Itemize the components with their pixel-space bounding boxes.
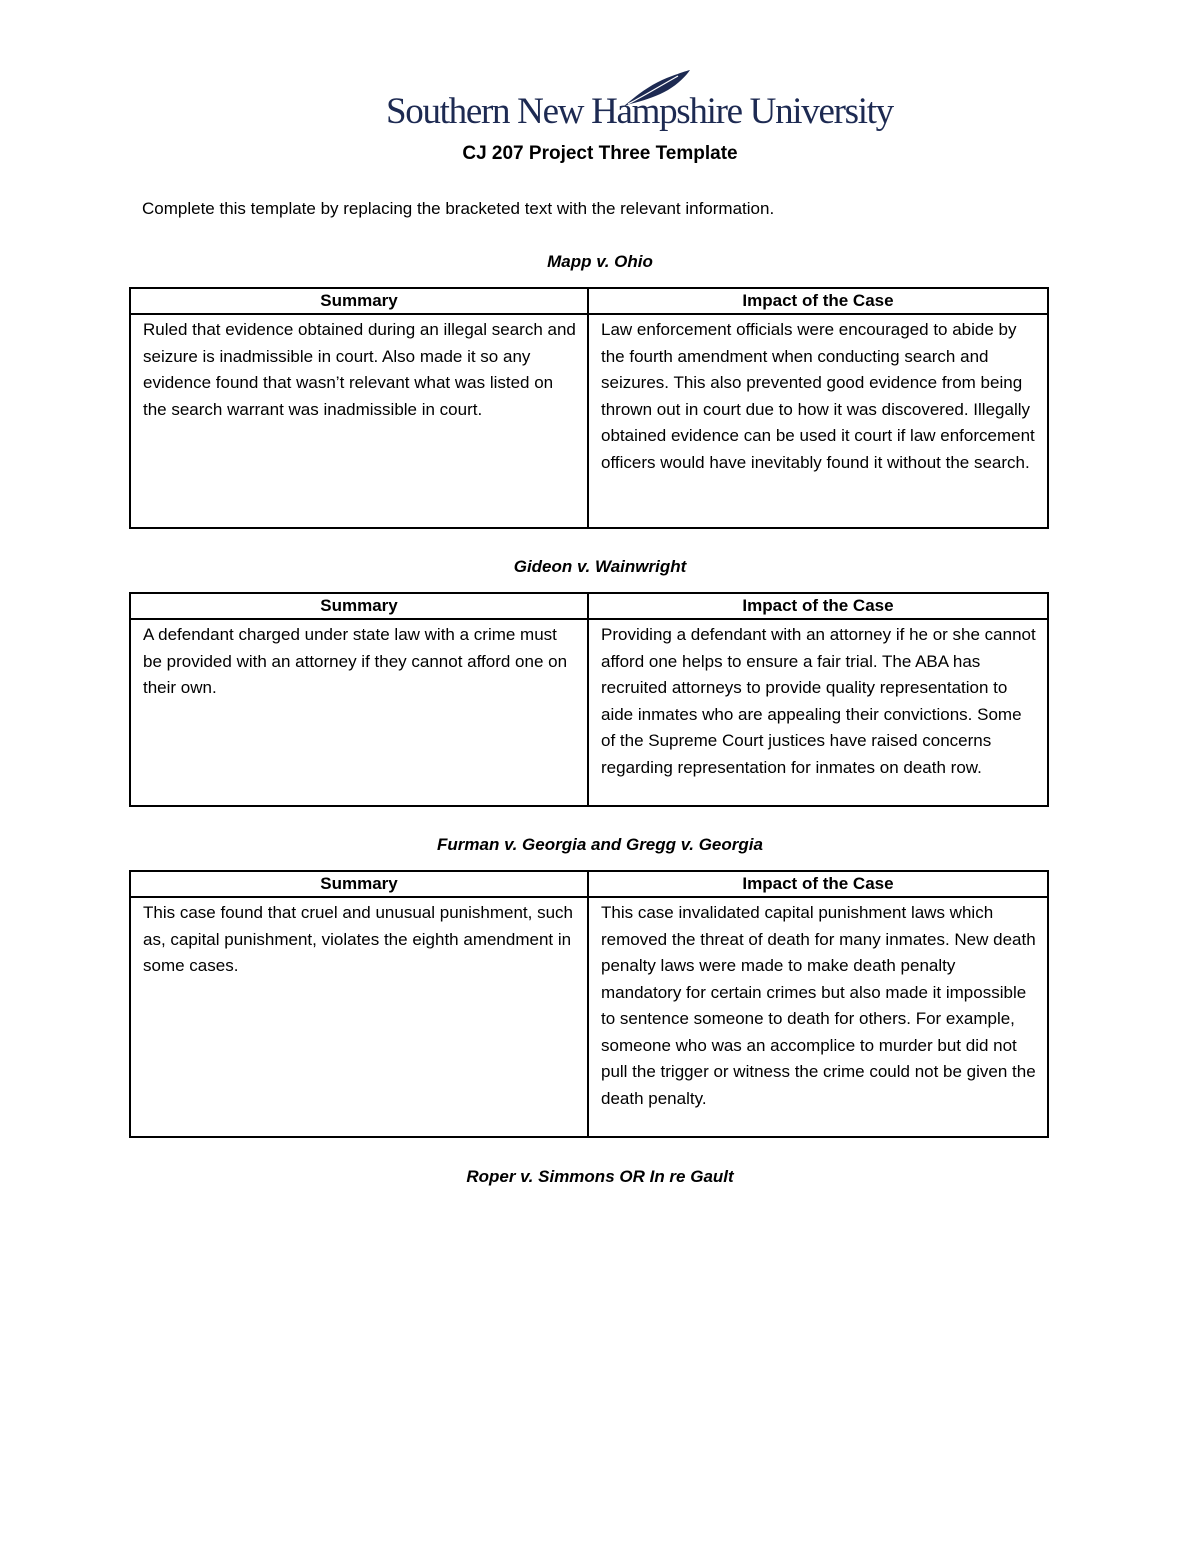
logo-text: Southern New Hampshire University	[386, 91, 893, 132]
summary-column-header: Summary	[130, 593, 588, 619]
case-heading-mapp: Mapp v. Ohio	[547, 252, 653, 271]
case-table-furman-gregg	[129, 870, 1049, 1138]
case-heading-furman-gregg: Furman v. Georgia and Gregg v. Georgia	[437, 835, 763, 854]
impact-cell: Law enforcement officials were encouraged to abide by the fourth amendment when conducting search and seizures. This also prevented good evidence from being thrown out in court due to how it was discovered. Illegally obtained evidence can be used it court if law enforcement officers would have inevitably found it without the search.	[588, 314, 1048, 528]
page-title: CJ 207 Project Three Template	[462, 143, 738, 164]
case-table-gideon	[129, 592, 1049, 807]
summary-column-header: Summary	[130, 871, 588, 897]
case-heading-roper-gault: Roper v. Simmons OR In re Gault	[466, 1167, 734, 1186]
summary-cell: A defendant charged under state law with a crime must be provided with an attorney if they cannot afford one on their own.	[130, 619, 588, 806]
university-logo	[386, 68, 893, 138]
case-table-mapp	[129, 287, 1049, 529]
summary-cell: This case found that cruel and unusual punishment, such as, capital punishment, violates the eighth amendment in some cases.	[130, 897, 588, 1137]
impact-column-header: Impact of the Case	[588, 871, 1048, 897]
instructions-text: Complete this template by replacing the bracketed text with the relevant information.	[142, 199, 775, 218]
summary-cell: Ruled that evidence obtained during an illegal search and seizure is inadmissible in court. Also made it so any evidence found that wasn’t relevant what was listed on the search warrant was inadmissible in court.	[130, 314, 588, 528]
impact-column-header: Impact of the Case	[588, 593, 1048, 619]
impact-column-header: Impact of the Case	[588, 288, 1048, 314]
impact-cell: Providing a defendant with an attorney if he or she cannot afford one helps to ensure a fair trial. The ABA has recruited attorneys to provide quality representation to aide inmates who are appealing their convictions. Some of the Supreme Court justices have raised concerns regarding representation for inmates on death row.	[588, 619, 1048, 806]
case-heading-gideon: Gideon v. Wainwright	[513, 557, 687, 576]
summary-column-header: Summary	[130, 288, 588, 314]
impact-cell: This case invalidated capital punishment laws which removed the threat of death for many inmates. New death penalty laws were made to make death penalty mandatory for certain crimes but also made it impossible to sentence someone to death for others. For example, someone who was an accomplice to murder but did not pull the trigger or witness the crime could not be given the death penalty.	[588, 897, 1048, 1137]
